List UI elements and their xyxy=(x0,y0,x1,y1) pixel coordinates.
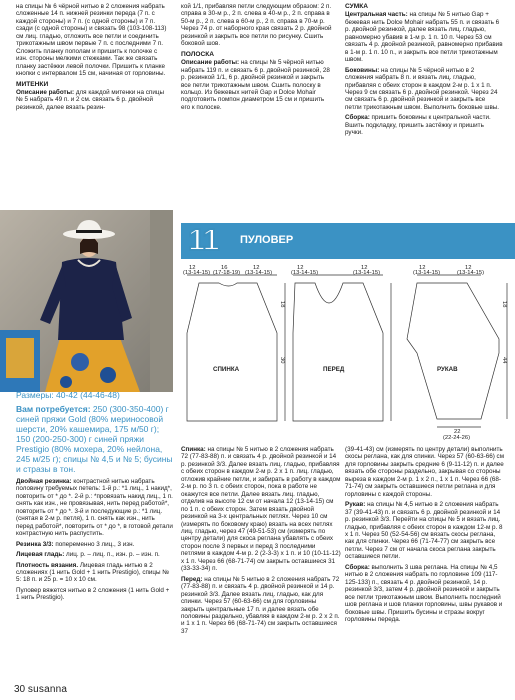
pattern-title: ПУЛОВЕР xyxy=(240,234,294,246)
paragraph: кой 1/1, прибавляя петли следующим образом: 2 п. справа в 30-м р., 2 п. слева в 40-м р., 2 п. справа в 50-м р., 2 п. слева в 60-м р., 2 п. справа в 70-м р. Через 74 р. от наборного края связать 2 р. двойной резинкой и закрыть все петли по рисунку. Сшить боковой шов. xyxy=(181,3,332,48)
sleeve-top-left-dim-sizes: (13-14-15) xyxy=(413,270,441,276)
text-column-bottom-2 xyxy=(181,446,341,638)
magazine-brand: susanna xyxy=(27,684,68,695)
label: Резинка 3/3: xyxy=(16,540,54,548)
paragraph xyxy=(181,576,341,636)
back-top-right-dim-sizes: (13-14-15) xyxy=(245,270,273,276)
back-label: СПИНКА xyxy=(213,366,240,373)
paragraph xyxy=(16,89,168,111)
paragraph-text: попеременно 3 лиц., 3 изн. xyxy=(53,540,135,548)
paragraph xyxy=(16,562,173,584)
sleeve-bottom-dim: 22 xyxy=(454,429,461,435)
text-column-bottom-3 xyxy=(345,446,505,626)
paragraph-text: выполнить 3 шва реглана. На спицы № 4,5 нитью в 2 сложения набрать по горловине 109 (117-125-133) п., связать 4 р. двойной резинкой, 14 р. резинкой 3/3, затем 4 р. двойной резинкой и закрыть все петли трикотажным швом. Выполнить последний шов реглана и шов планки горловины, швы рукавов и боковые швы. Пришить бусины и стразы вокруг горловины переда. xyxy=(345,563,503,623)
paragraph xyxy=(345,67,503,112)
back-right-top-dim: 18 xyxy=(279,301,285,308)
paragraph xyxy=(345,114,503,136)
back-top-left-dim: 12 xyxy=(189,265,196,271)
sleeve-label: РУКАВ xyxy=(437,366,458,373)
sleeve-top-left-dim: 12 xyxy=(419,265,426,271)
paragraph-text: на спицы № 5 нитью Gap + бежевая нить Dolce Mohair набрать 55 п. и связать 6 р. двойной резинкой, далее вязать лиц. гладью, равномерно убавив в 1-м р. 1 п. 10 п. Через 53 см связать 4 р. двойной резинкой, равномерно прибавив в 1-м р. 1 п. 10 п., и закрыть все петли трикотажным швом. xyxy=(345,11,503,64)
paragraph xyxy=(345,564,505,624)
paragraph-text: пришить боковины к центральной части. Вшить подкладку, пришить застёжку и пришить ручки. xyxy=(345,114,491,137)
label: Перед: xyxy=(181,575,203,583)
label: Лицевая гладь: xyxy=(16,551,65,559)
label: Центральная часть: xyxy=(345,11,408,19)
paragraph: Пуловер вяжется нитью в 2 сложения (1 нить Gold + 1 нить Prestigio). xyxy=(16,586,170,602)
text-column-top-2 xyxy=(181,3,333,114)
paragraph-text: Лицевая гладь нитью в 2 сложениях (1 нить Gold + 1 нить Prestigio), спицы № 5: 18 п. и 25 р. = 10 х 10 см. xyxy=(16,561,170,584)
front-outline xyxy=(293,283,383,421)
materials-text: 250 (300-350-400) г синей пряжи Gold (80% мериносовой шерсти, 20% кашемира, 175 м/50 г); 150 (200-250-300) г синей пряжи Prestigio (80% мохера, 20% нейлона, 245 м/25 г); спицы № 4,5 и № 5; бусины и стразы в тон. xyxy=(16,404,173,474)
front-top-right-dim: 12 xyxy=(361,265,368,271)
section-heading-mittens: МИТЕНКИ xyxy=(16,80,49,88)
paragraph xyxy=(16,551,173,558)
label: Спинка: xyxy=(181,446,206,453)
model-photo-illustration xyxy=(0,210,173,392)
page-number: 30 xyxy=(14,684,26,695)
sleeve-right-mid-dim: 44 xyxy=(501,357,507,364)
text-column-top-1 xyxy=(16,3,168,114)
label: Сборка: xyxy=(345,563,370,571)
pattern-header-band xyxy=(181,223,515,259)
label: Сборка: xyxy=(345,114,370,122)
pattern-number: 11 xyxy=(188,222,219,257)
paragraph-text: контрастной нитью набрать половину требуемых петель: 1-й р.: *1 лиц., 1 накид*, повторить от * до *. 2-й р.: *провязать накид лиц., 1 п. снять как изн., не провязывая, нить перед работой*, повторить от * до *. 3-й и последующие р.: *1 лиц. (снятая в 2-м р. петля), 1 п. снять как изн., нить перед работой*, повторить от * до *, в готовой детали контрастную нить распустить. xyxy=(16,478,173,538)
front-label: ПЕРЕД xyxy=(323,366,345,373)
model-photo xyxy=(0,210,173,392)
front-top-left-dim-sizes: (13-14-15) xyxy=(291,270,319,276)
paragraph xyxy=(16,541,173,548)
paragraph xyxy=(16,478,173,538)
paragraph xyxy=(181,59,333,111)
sleeve-bottom-dim-sizes: (22-24-26) xyxy=(443,435,471,441)
paragraph-text: для каждой митенки на спицы № 5 набрать 49 п. и 2 см. связать 6 р. двойной резинкой, далее вязать резин- xyxy=(16,88,164,111)
label: Вам потребуется: xyxy=(16,404,91,414)
sleeve-outline xyxy=(407,283,499,419)
paragraph: на спицы № 6 чёрной нитью в 2 сложения набрать сложенные 14 п. нижней резинки переда (7 п. с каждой стороны) и 7 п. (с одной стороны) и 7 п. сзади (с одной стороны) и связать 98 (103-108-113) см лиц. гладью, отложить все петли и соединить трикотажным швом первые 7 п. с последними 7 п. Сложить планку пополам и пришить к полочке с изн. стороны мелкими стежками. Так же связать планку застёжки левой полочки. Пришить к планке кнопки с интервалом 15 см, начиная от горловины. xyxy=(16,3,167,78)
back-top-mid-dim-sizes: (17-18-19) xyxy=(213,270,241,276)
page-footer xyxy=(14,684,67,695)
sizes: Размеры: 40-42 (44-46-48) xyxy=(16,390,120,400)
back-top-left-dim-sizes: (13-14-15) xyxy=(183,270,211,276)
materials xyxy=(16,404,173,474)
schematic-diagrams xyxy=(181,261,515,441)
label: Описание работы: xyxy=(181,59,240,67)
paragraph xyxy=(181,446,341,573)
label: Рукав: xyxy=(345,501,366,509)
paragraph-text: на спицы № 5 чёрной нитью в 2 сложения набрать 8 п. и вязать лиц. гладью, прибавляя с обеих сторон в каждом 2-м р. 1 х 1 п. Через 9 см связать 6 р. двойной резинкой. Через 24 см связать 6 р. двойной резинкой и закрыть все петли трикотажным швом. Выполнить боковые швы. xyxy=(345,66,500,111)
back-top-right-dim: 12 xyxy=(253,265,260,271)
back-top-mid-dim: 16 xyxy=(221,265,228,271)
sleeve-top-right-dim-sizes: (13-14-15) xyxy=(457,270,485,276)
label: Плотность вязания. xyxy=(16,561,79,569)
paragraph xyxy=(345,501,505,561)
paragraph-text: на спицы № 5 нитью в 2 сложения набрать 72 (77-83-88) п. и связать 4 р. двойной резинкой и 14 р. резинкой 3/3. Далее вязать лиц. гладью, как для спинки. Через 57 (60-63-66) см для горловины закрыть центральные 17 п. и далее вязать обе половины раздельно, убавляя в каждом 2-м р. 2 х 2 п. и 1 х 1 п. Через 66 (68-71-74) см закрыть оставшиеся 37 xyxy=(181,575,340,635)
text-column-bottom-1 xyxy=(16,390,173,605)
front-top-right-dim-sizes: (13-14-15) xyxy=(353,270,381,276)
paragraph-text: на спицы № 4,5 нитью в 2 сложения набрать 37 (39-41-43) п. и связать 6 р. двойной резинкой и 14 р. резинкой 3/3. Перейти на спицы № 5 и вязать лиц. гладью, прибавляя с обеих сторон в каждом 12-м р. 8 х 1 п. Через 50 (52-54-56) см вязать скосы реглана, как для спинки. Через 66 (71-74-77) см закрыть все петли. Через 7 см от начала скоса реглана закрыть оставшиеся петли. xyxy=(345,501,503,561)
paragraph-text: на спицы № 5 нитью в 2 сложения набрать 72 (77-83-88) п. и связать 4 р. двойной резинкой и 14 р. резинкой 3/3. Далее вязать лиц. гладью, прибавляя с обеих сторон в каждом 2-м р. 2 х 1 п. лиц. гладью, отложив крайние петли, и забирать в работу в каждом 2-м р. по 3 п. с обеих сторон, пока в работе не окажутся все петли. Далее вязать лиц. гладью, отделив на высоте 12 см от начала 12 (13-14-15) см по 1 п. с обеих сторон. Затем вязать двойной резинкой на 3-х центральных петлях. Через 10 см (измерять по боковому краю) вязать на всех петлях лиц. гладью, через 47 (49-51-53) см (измерять по центру детали) для скоса реглана убавлять с обеих сторон после 3 первых и перед 3 последними петлями в каждом 4-м р. 2 (2-3-3) х 1 п. и 10 (10-11-12) х 1 п. Через 66 (68-71-74) см закрыть оставшиеся 31 (33-33-34) п. xyxy=(181,446,341,573)
sleeve-top-right-dim: 12 xyxy=(465,265,472,271)
section-heading-bag: СУМКА xyxy=(345,3,369,10)
paragraph: (39-41-43) см (измерять по центру детали) выполнить скосы реглана, как для спинки. Через 57 (60-63-66) см для горловины закрыть средние 6 (9-11-12) п. и далее вязать обе стороны раздельно, закрывая со стороны выреза в каждом 2-м р. 1 х 2 п., 1 х 1 п. Через 66 (68-71-74) см закрыть оставшиеся петли реглана и для горловины с каждой стороны. xyxy=(345,446,505,498)
paragraph-text: на спицы № 5 чёрной нитью набрать 119 п. и связать 6 р. двойной резинкой, 28 р. резинкой 1/1, 6 р. двойной резинкой и закрыть все петли трикотажным швом. Сшить полоску в кольцо. Из бежевых нитей Gap и Dolce Mohair подготовить помпон диаметром 15 см и пришить его к полоске. xyxy=(181,59,330,111)
paragraph-text: лиц. р. – лиц. п., изн. р. – изн. п. xyxy=(64,551,160,559)
sleeve-right-top-dim: 18 xyxy=(501,301,507,308)
paragraph xyxy=(345,11,503,63)
back-outline xyxy=(187,283,277,421)
front-top-left-dim: 12 xyxy=(297,265,304,271)
back-right-mid-dim: 30 xyxy=(279,357,285,364)
section-heading-strip: ПОЛОСКА xyxy=(181,50,215,58)
text-column-top-3 xyxy=(345,3,503,140)
label: Боковины: xyxy=(345,66,380,74)
label: Двойная резинка: xyxy=(16,478,72,485)
label: Описание работы: xyxy=(16,88,75,96)
